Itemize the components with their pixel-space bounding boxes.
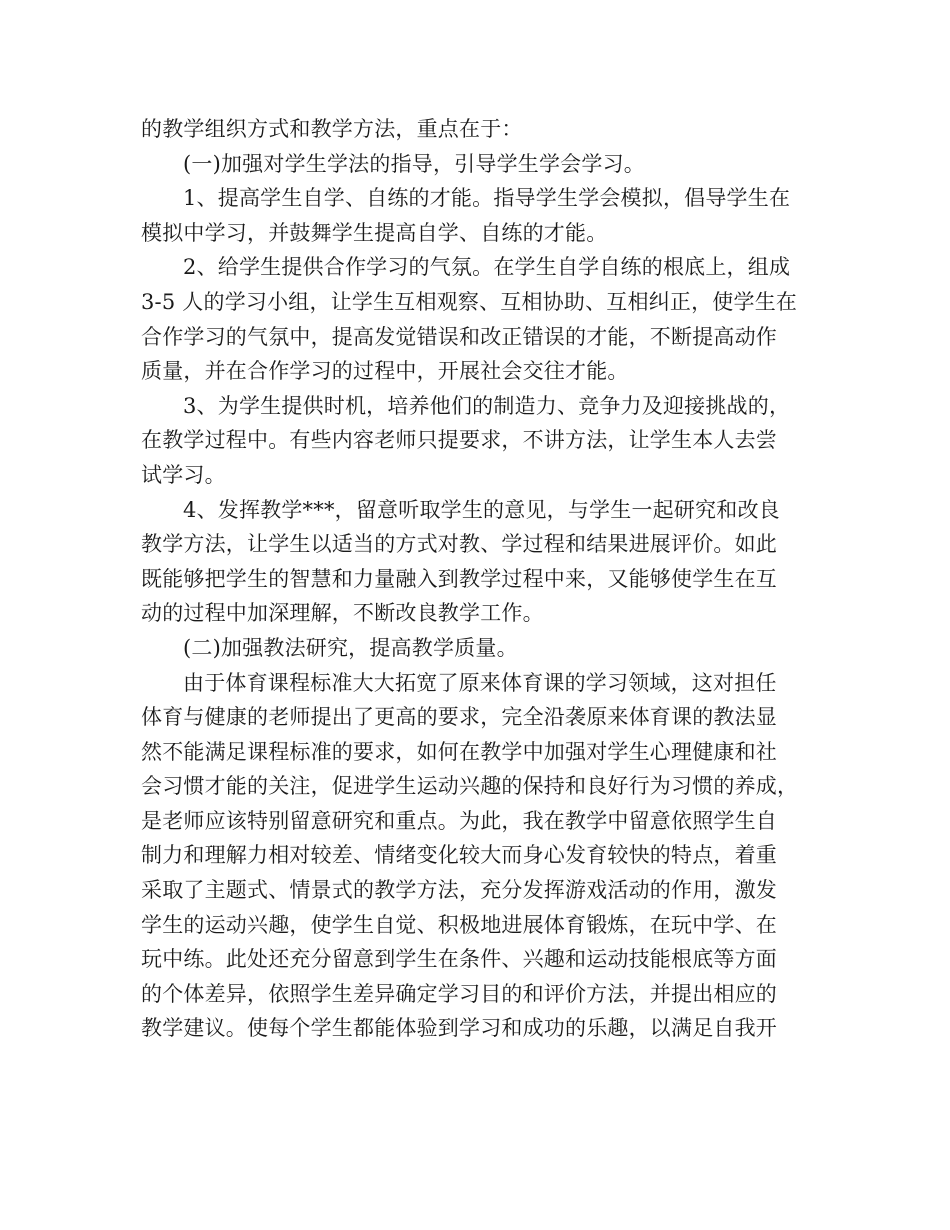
text-line: 4、发挥教学***，留意听取学生的意见，与学生一起研究和改良 [183,497,780,522]
text-line: 学生的运动兴趣，使学生自觉、积极地进展体育锻炼，在玩中学、在 [141,912,777,937]
text-line: 由于体育课程标准大大拓宽了原来体育课的学习领域，这对担任 [183,670,777,695]
text-line: (一)加强对学生学法的指导，引导学生学会学习。 [183,151,645,176]
text-line: 玩中练。此处还充分留意到学生在条件、兴趣和运动技能根底等方面 [141,947,777,972]
text-line: 动的过程中加深理解，不断改良教学工作。 [141,601,544,626]
text-line: 1、提高学生自学、自练的才能。指导学生学会模拟，倡导学生在 [183,186,791,211]
text-line: 的教学组织方式和教学方法，重点在于： [141,117,523,141]
text-line: 合作学习的气氛中，提高发觉错误和改正错误的才能，不断提高动作 [141,324,777,349]
text-line: 会习惯才能的关注，促进学生运动兴趣的保持和良好行为习惯的养成， [141,774,799,799]
text-line: 3、为学生提供时机，培养他们的制造力、竞争力及迎接挑战的， [183,393,791,418]
text-line: 制力和理解力相对较差、情绪变化较大而身心发育较快的特点，着重 [141,843,777,868]
text-line: 教学方法，让学生以适当的方式对教、学过程和结果进展评价。如此 [141,532,777,557]
text-line: 既能够把学生的智慧和力量融入到教学过程中来，又能够使学生在互 [141,566,777,591]
text-line: 质量，并在合作学习的过程中，开展社会交往才能。 [141,359,629,384]
document-body [141,112,811,1046]
text-line: 模拟中学习，并鼓舞学生提高自学、自练的才能。 [141,220,608,245]
text-line: 体育与健康的老师提出了更高的要求，完全沿袭原来体育课的教法显 [141,705,777,730]
text-line: 采取了主题式、情景式的教学方法，充分发挥游戏活动的作用，激发 [141,878,777,903]
text-line: 2、给学生提供合作学习的气氛。在学生自学自练的根底上，组成 [183,255,791,280]
text-line: 的个体差异，依照学生差异确定学习目的和评价方法，并提出相应的 [141,981,777,1006]
text-line: 试学习。 [141,462,226,487]
text-line: 教学建议。使每个学生都能体验到学习和成功的乐趣，以满足自我开 [141,1016,777,1041]
text-line: 在教学过程中。有些内容老师只提要求，不讲方法，让学生本人去尝 [141,428,777,453]
text-line: 是老师应该特别留意研究和重点。为此，我在教学中留意依照学生自 [141,808,777,833]
text-line: 然不能满足课程标准的要求，如何在教学中加强对学生心理健康和社 [141,739,777,764]
text-line: 3-5 人的学习小组，让学生互相观察、互相协助、互相纠正，使学生在 [141,289,798,314]
text-line: (二)加强教法研究，提高教学质量。 [183,635,518,660]
